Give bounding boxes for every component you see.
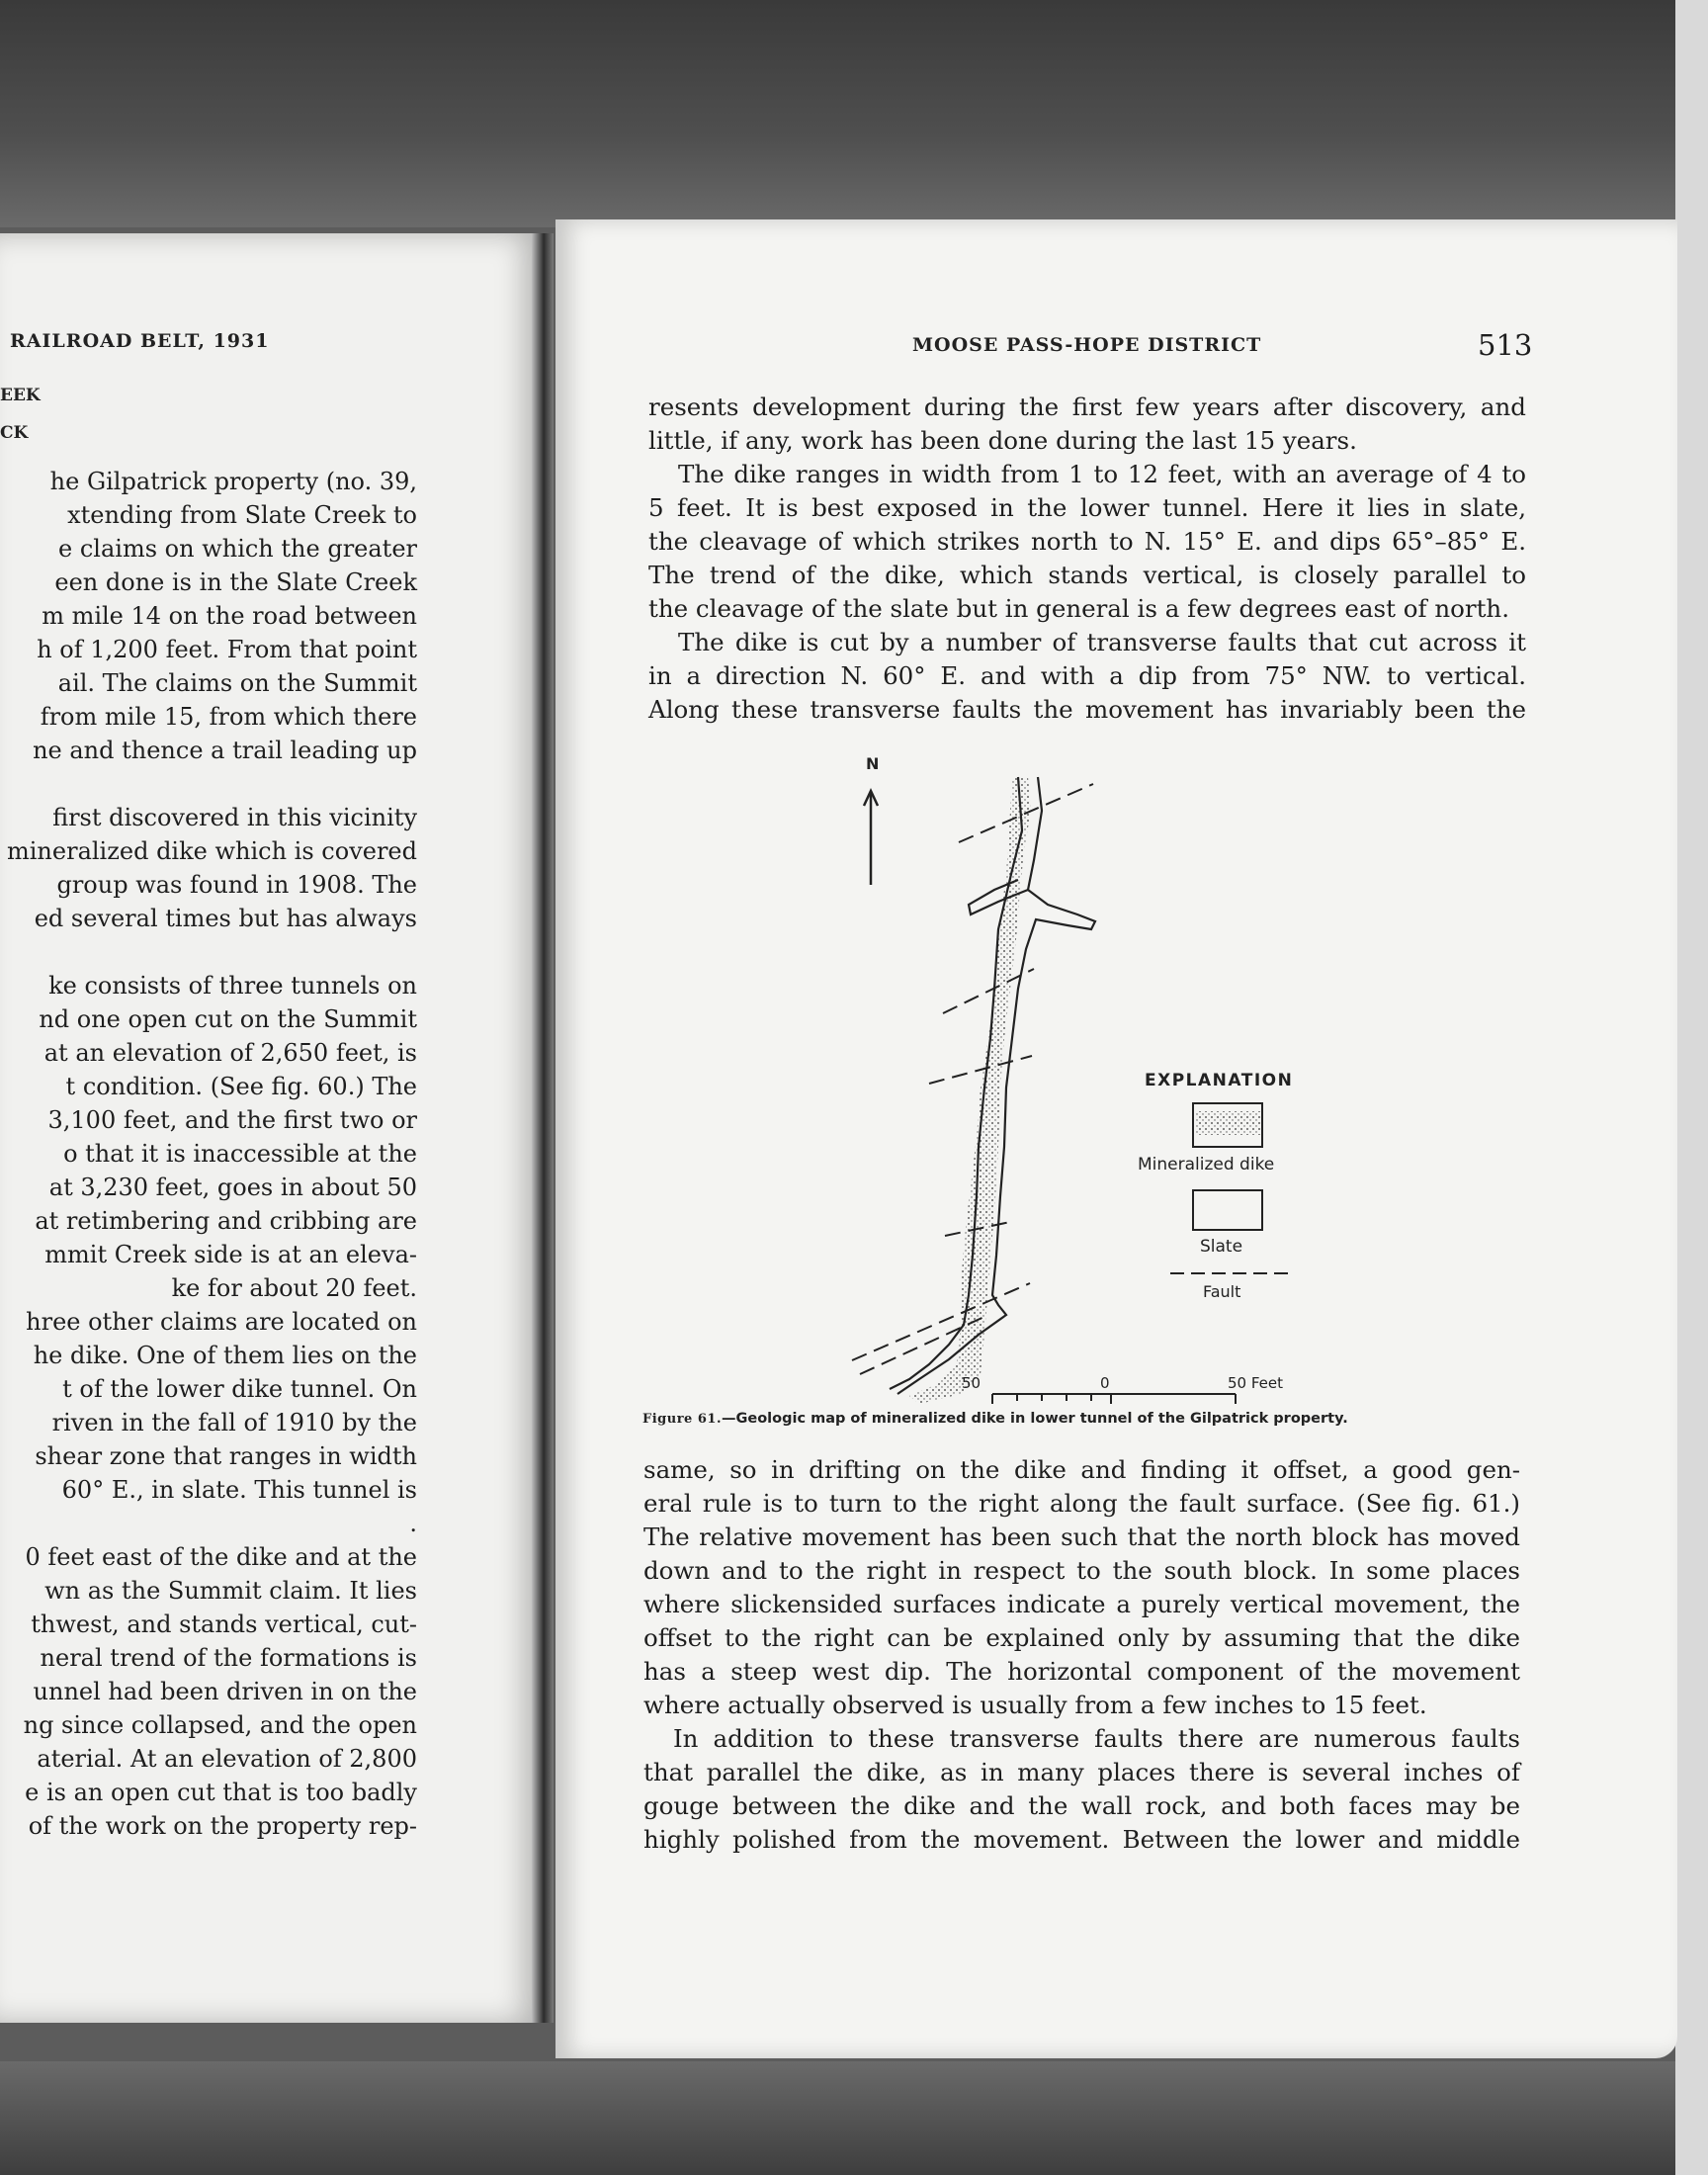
left-text-line: een done is in the Slate Creek (54, 568, 417, 596)
left-text-line: 3,100 feet, and the first two or (47, 1106, 417, 1134)
figure-label: Figure 61. (642, 1412, 722, 1427)
tunnel-outline (890, 777, 1022, 1389)
text-line: has a steep west dip. The horizontal component of the movement (643, 1657, 1520, 1686)
scale-label-mid: 0 (1100, 1374, 1110, 1392)
left-text-line: thwest, and stands vertical, cut- (31, 1610, 417, 1638)
left-text-line: at an elevation of 2,650 feet, is (43, 1039, 417, 1067)
figure-caption-text: —Geologic map of mineralized dike in lower tunnel of the Gilpatrick property. (721, 1411, 1348, 1427)
text-line: Along these transverse faults the movement has invariably been the (648, 695, 1526, 724)
text-line: the cleavage of the slate but in general is a few degrees east of north. (648, 594, 1509, 623)
right-running-head: MOOSE PASS-HOPE DISTRICT (912, 334, 1262, 356)
left-text-line: e claims on which the greater (58, 535, 417, 563)
text-line: that parallel the dike, as in many places there is several inches of (643, 1758, 1520, 1786)
left-text-line: o that it is inaccessible at the (63, 1140, 417, 1168)
text-line: down and to the right in respect to the south block. In some places (643, 1556, 1520, 1585)
text-line: where slickensided surfaces indicate a purely vertical movement, the (643, 1590, 1520, 1618)
left-text-line: m mile 14 on the road between (42, 602, 417, 630)
left-section-head-1: EEK (0, 386, 41, 405)
text-line: where actually observed is usually from a few inches to 15 feet. (643, 1691, 1427, 1719)
scale-label-left: 50 (962, 1374, 982, 1392)
left-text-line: unnel had been driven in on the (33, 1678, 417, 1705)
text-line: The dike ranges in width from 1 to 12 feet, with an average of 4 to (678, 460, 1526, 488)
left-text-line: xtending from Slate Creek to (67, 501, 417, 529)
left-text-line: ng since collapsed, and the open (23, 1711, 417, 1739)
text-line: The dike is cut by a number of transverse faults that cut across it (678, 628, 1526, 656)
legend-slate-label: Slate (1200, 1237, 1243, 1257)
left-text-line: mineralized dike which is covered (7, 837, 417, 865)
text-line: same, so in drifting on the dike and finding it offset, a good gen- (643, 1455, 1520, 1484)
legend-fault-label: Fault (1203, 1282, 1241, 1301)
left-text-line: ed several times but has always (34, 905, 417, 932)
left-text-line: neral trend of the formations is (40, 1644, 417, 1672)
left-text-line: of the work on the property rep- (28, 1812, 417, 1840)
left-text-line: at retimbering and cribbing are (35, 1207, 417, 1235)
north-arrow-icon (864, 791, 878, 885)
left-text-line: hree other claims are located on (26, 1308, 417, 1336)
left-text-line: ne and thence a trail leading up (33, 737, 417, 764)
left-text-line: wn as the Summit claim. It lies (44, 1577, 417, 1605)
legend-slate-swatch (1193, 1190, 1262, 1230)
legend-dike-label: Mineralized dike (1138, 1155, 1275, 1174)
left-text-line: e is an open cut that is too badly (25, 1779, 417, 1806)
left-section-head-2: CK (0, 423, 29, 443)
left-text-line: from mile 15, from which there (40, 703, 417, 731)
text-line: The relative movement has been such that the north block has moved (643, 1522, 1520, 1551)
text-line: In addition to these transverse faults there are numerous faults (673, 1724, 1520, 1753)
left-text-line: 60° E., in slate. This tunnel is (61, 1476, 417, 1504)
text-line: the cleavage of which strikes north to N. 15° E. and dips 65°–85° E. (648, 527, 1526, 556)
left-text-line: 0 feet east of the dike and at the (25, 1543, 417, 1571)
scale-bar (992, 1394, 1236, 1404)
text-line: eral rule is to turn to the right along the fault surface. (See fig. 61.) (643, 1489, 1520, 1518)
left-text-line: ke for about 20 feet. (171, 1274, 417, 1302)
right-bottom-text (643, 1453, 1520, 1857)
legend-title: EXPLANATION (1145, 1071, 1294, 1090)
text-line: offset to the right can be explained only by assuming that the dike (643, 1623, 1520, 1652)
left-text-line: he Gilpatrick property (no. 39, (49, 468, 417, 495)
figure-caption (642, 1411, 1527, 1427)
text-line: little, if any, work has been done during the last 15 years. (648, 426, 1357, 455)
text-line: resents development during the first few years after discovery, and (648, 392, 1526, 421)
legend-dike-pattern (1195, 1111, 1260, 1135)
left-text-line: mmit Creek side is at an eleva- (44, 1241, 417, 1268)
text-line: 5 feet. It is best exposed in the lower tunnel. Here it lies in slate, (648, 493, 1526, 522)
left-text-line: ke consists of three tunnels on (48, 972, 417, 1000)
text-line: highly polished from the movement. Between the lower and middle (643, 1825, 1520, 1854)
text-line: The trend of the dike, which stands vertical, is closely parallel to (648, 561, 1526, 589)
page-number: 513 (1478, 328, 1533, 362)
text-line: in a direction N. 60° E. and with a dip from 75° NW. to vertical. (648, 661, 1526, 690)
left-text-line: t condition. (See fig. 60.) The (65, 1073, 417, 1100)
north-label: N (866, 754, 880, 773)
left-text-line: first discovered in this vicinity (52, 804, 417, 831)
left-text-line: riven in the fall of 1910 by the (51, 1409, 417, 1436)
left-text-line: group was found in 1908. The (56, 871, 417, 899)
left-text-line: at 3,230 feet, goes in about 50 (48, 1174, 417, 1201)
left-text-line: . (409, 1510, 417, 1537)
left-text-line: nd one open cut on the Summit (39, 1005, 417, 1033)
scale-label-right: 50 Feet (1228, 1374, 1284, 1392)
left-text-line: he dike. One of them lies on the (33, 1342, 417, 1369)
left-text-line: h of 1,200 feet. From that point (37, 636, 417, 663)
left-text-line: t of the lower dike tunnel. On (62, 1375, 417, 1403)
left-text-line: shear zone that ranges in width (35, 1442, 417, 1470)
left-text-line: ail. The claims on the Summit (57, 669, 417, 697)
text-line: gouge between the dike and the wall rock, and both faces may be (643, 1791, 1520, 1820)
left-running-head: RAILROAD BELT, 1931 (10, 330, 270, 352)
left-text-line: aterial. At an elevation of 2,800 (37, 1745, 417, 1773)
